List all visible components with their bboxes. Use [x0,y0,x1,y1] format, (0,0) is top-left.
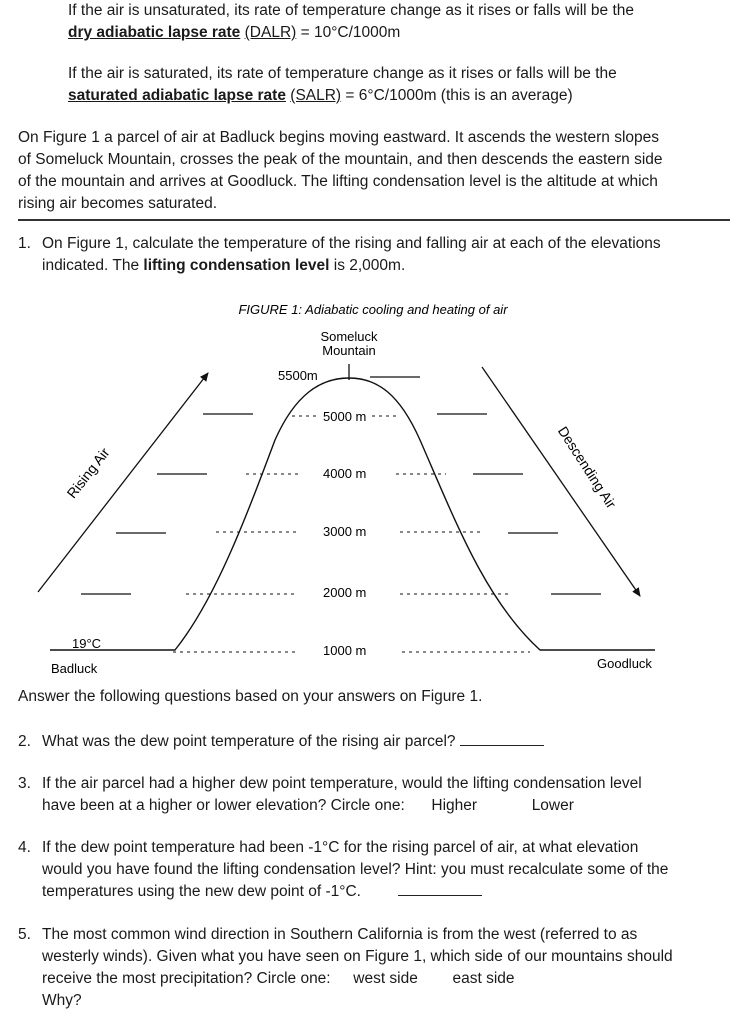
start-temperature: 19°C [72,636,102,651]
question-5-line-3: receive the most precipitation? Circle one: [42,970,331,987]
dalr-line1: If the air is unsaturated, its rate of temperature change as it rises or falls will be the [68,2,635,19]
descending-air-arrow [482,367,640,596]
peak-elevation: 5500m [278,368,318,383]
question-3-option-lower[interactable]: Lower [531,797,574,814]
question-3-line-2: have been at a higher or lower elevation? Circle one: [42,797,405,814]
question-5-number: 5. [18,926,31,943]
question-1-lcl-term: lifting condensation level [143,257,330,274]
elevation-label-2000: 2000 m [323,585,367,600]
question-1-line-2-pre: indicated. The [42,257,140,274]
elevation-label-4000: 4000 m [323,466,367,481]
question-2-text: What was the dew point temperature of the rising air parcel? [42,733,456,750]
dalr-definition [68,0,634,44]
answer-intro: Answer the following questions based on your answers on Figure 1. [18,688,483,705]
rising-air-label: Rising Air [63,444,113,502]
town-goodluck: Goodluck [597,656,652,671]
question-4-number: 4. [18,839,31,856]
question-5-line-2: westerly winds). Given what you have seen on Figure 1, which side of our mountains should [42,948,673,965]
question-3-number: 3. [18,775,31,792]
intro-line-3: of the mountain and arrives at Goodluck. The lifting condensation level is the altitude at which [18,173,658,190]
salr-value: = 6°C/1000m (this is an average) [345,87,573,104]
question-4-line-2: would you have found the lifting condensation level? Hint: you must recalculate some of the [42,861,669,878]
dalr-value: = 10°C/1000m [300,24,401,41]
question-3-option-higher[interactable]: Higher [431,797,478,814]
intro-line-2: of Someluck Mountain, crosses the peak of the mountain, and then descends the eastern side [18,151,663,168]
figure-caption: FIGURE 1: Adiabatic cooling and heating of air [238,302,508,317]
question-3-line-1: If the air parcel had a higher dew point temperature, would the lifting condensation level [42,775,642,792]
question-2 [18,731,734,753]
peak-name-line-2: Mountain [322,343,376,358]
question-5-option-east[interactable]: east side [452,970,515,987]
intro-line-1: On Figure 1 a parcel of air at Badluck begins moving eastward. It ascends the western slopes [18,129,660,146]
peak-name-line-1: Someluck [320,329,378,344]
section-divider [18,219,730,221]
question-4 [18,837,734,903]
intro-paragraph [18,127,734,215]
figure-1 [0,290,753,685]
elevation-label-1000: 1000 m [323,643,367,658]
intro-line-4: rising air becomes saturated. [18,195,218,212]
elevation-label-3000: 3000 m [323,524,367,539]
question-5-line-1: The most common wind direction in Southern California is from the west (referred to as [42,926,638,943]
salr-line1: If the air is saturated, its rate of temperature change as it rises or falls will be the [68,65,617,82]
question-2-answer-blank[interactable] [460,731,544,746]
question-4-line-1: If the dew point temperature had been -1°C for the rising parcel of air, at what elevation [42,839,639,856]
question-2-number: 2. [18,733,31,750]
question-1-line-1: On Figure 1, calculate the temperature of the rising and falling air at each of the elevations [42,235,661,252]
dalr-term: dry adiabatic lapse rate [68,24,241,41]
question-5 [18,924,734,1012]
town-badluck: Badluck [51,661,98,676]
question-4-answer-blank[interactable] [398,881,482,896]
dalr-abbr: (DALR) [244,24,297,41]
salr-term: saturated adiabatic lapse rate [68,87,286,104]
question-1-number: 1. [18,235,31,252]
question-4-line-3: temperatures using the new dew point of -1°C. [42,883,361,900]
question-5-why: Why? [42,992,82,1009]
salr-abbr: (SALR) [290,87,342,104]
elevation-label-5000: 5000 m [323,409,367,424]
descending-air-label: Descending Air [554,423,620,512]
question-5-option-west[interactable]: west side [353,970,418,987]
question-1-line-2-post: is 2,000m. [333,257,406,274]
salr-definition [68,63,617,107]
question-1 [18,233,734,277]
rising-air-arrow [38,373,208,592]
question-3 [18,773,734,817]
